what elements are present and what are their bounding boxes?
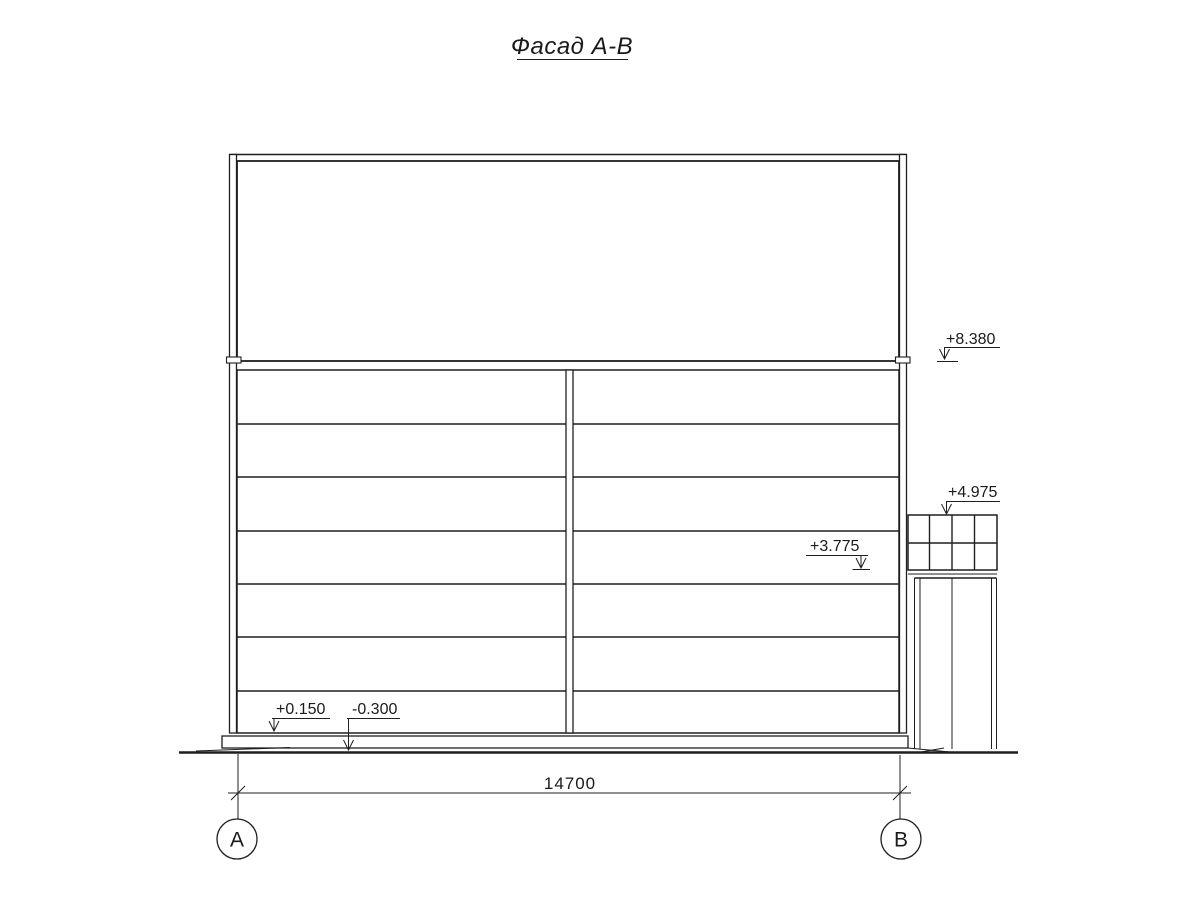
dimension-value: 14700 — [543, 774, 597, 793]
lower-cladding-section — [237, 370, 899, 733]
left-band-ledge — [227, 357, 242, 363]
axis-label: А — [229, 828, 245, 852]
elevation-label: +4.975 — [948, 484, 998, 501]
base — [179, 736, 1018, 753]
drawing-title — [511, 33, 633, 60]
axis-label: В — [893, 828, 909, 852]
right-band-ledge — [896, 357, 911, 363]
left-edge-column — [230, 155, 237, 734]
elevation-label: +0.150 — [276, 701, 326, 718]
annex-glazing-grid — [908, 515, 997, 574]
central-column — [566, 370, 573, 733]
right-annex — [908, 515, 997, 752]
elevation-mark-4975 — [942, 484, 1001, 514]
axis-bubble-a — [217, 819, 257, 859]
annex-door — [915, 578, 997, 752]
elevation-label: +3.775 — [810, 538, 860, 555]
elevation-label: +8.380 — [946, 331, 996, 348]
main-building — [227, 155, 911, 734]
dimension-14700 — [228, 754, 911, 819]
elevation-mark-8380 — [937, 331, 1000, 362]
elevation-label: -0.300 — [352, 701, 398, 718]
right-edge-column — [900, 155, 907, 734]
upper-wall-panel — [237, 161, 899, 361]
axis-bubble-b — [881, 819, 921, 859]
plinth — [222, 736, 908, 748]
drawing-title-text: Фасад А-В — [510, 33, 634, 60]
